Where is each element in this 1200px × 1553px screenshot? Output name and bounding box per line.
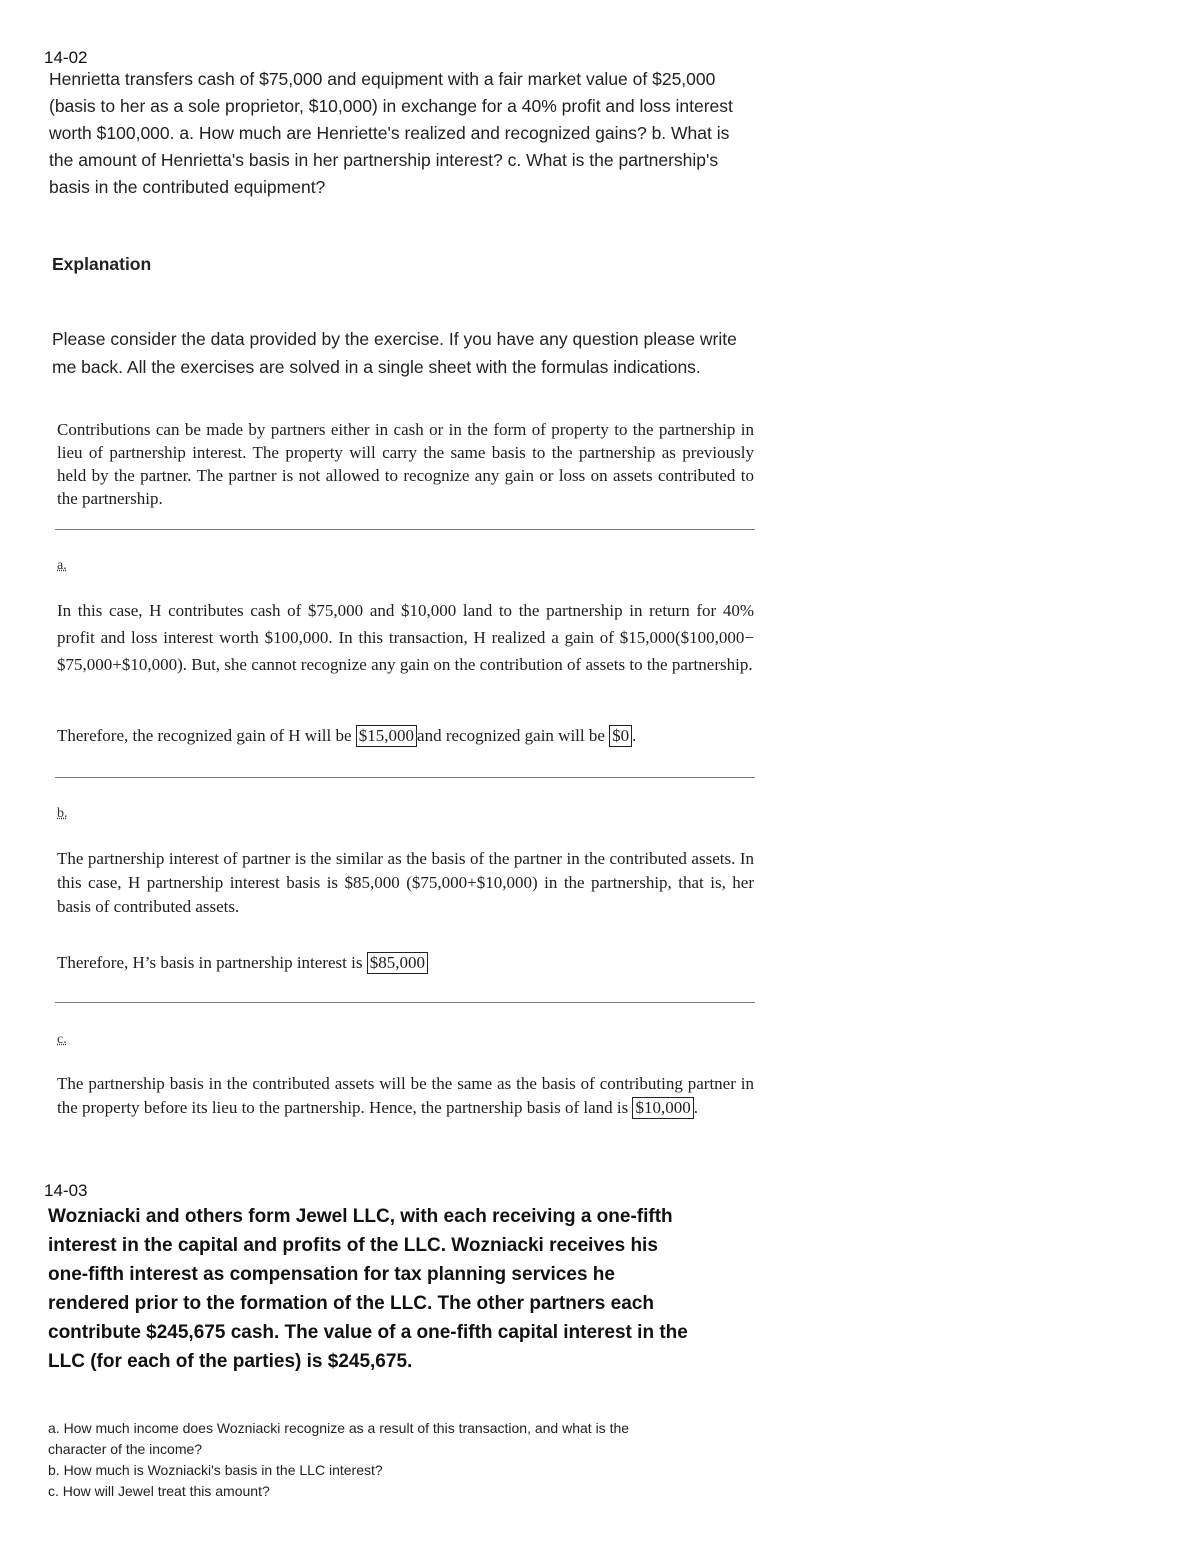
explanation-title: Explanation	[52, 254, 152, 274]
explanation-intro: Contributions can be made by partners either in cash or in the form of property to the partnership in lieu of partnership interest. The property will carry the same basis to the partnership as previously held by the partner. The partner is not allowed to recognize any gain or loss on assets contributed to the partnership.	[57, 420, 754, 508]
part-a-label: a.	[57, 558, 67, 573]
question-item: a. How much income does Wozniacki recognize as a result of this transaction, and what is the character of the income?	[48, 1420, 630, 1457]
question-item: c. How will Jewel treat this amount?	[48, 1483, 270, 1499]
question-item: b. How much is Wozniacki's basis in the LLC interest?	[48, 1462, 383, 1478]
question-number: 14-03	[44, 1181, 88, 1200]
part-a-recognized-gain-answer: $0	[609, 725, 632, 747]
divider	[55, 1002, 755, 1003]
divider	[55, 777, 755, 778]
question-text: Henrietta transfers cash of $75,000 and equipment with a fair market value of $25,000 (basis to her as a sole proprietor, $10,000) in exchange for a 40% profit and loss interest worth $100,000. a. How much are Henriette's realized and recognized gains? b. What is the amount of Henrietta's basis in her partnership interest? c. What is the partnership's basis in the contributed equipment?	[49, 69, 733, 197]
part-b-label: b.	[57, 806, 68, 821]
part-a-body: In this case, H contributes cash of $75,000 and $10,000 land to the partnership in return for 40% profit and loss interest worth $100,000. In this transaction, H realized a gain of $15,000($100,000−$75,000+$10,000). But, she cannot recognize any gain on the contribution of assets to the partnership.	[57, 601, 754, 674]
part-b-conclusion	[57, 951, 428, 975]
part-a-conclusion	[57, 724, 636, 748]
question-text: Wozniacki and others form Jewel LLC, with each receiving a one-fifth interest in the capital and profits of the LLC. Wozniacki receives his one-fifth interest as compensation for tax planning services he rendered prior to the formation of the LLC. The other partners each contribute $245,675 cash. The value of a one-fifth capital interest in the LLC (for each of the parties) is $245,675.	[48, 1206, 688, 1372]
part-b-basis-answer: $85,000	[367, 952, 428, 974]
part-b-conclusion-prefix: Therefore, H’s basis in partnership interest is	[57, 953, 363, 972]
question-list	[48, 1418, 688, 1502]
divider	[55, 529, 755, 530]
part-a-realized-gain-answer: $15,000	[356, 725, 417, 747]
part-b-body: The partnership interest of partner is the similar as the basis of the partner in the contributed assets. In this case, H partnership interest basis is $85,000 ($75,000+$10,000) in the partnership, that is, her basis of contributed assets.	[57, 849, 754, 916]
part-a-conclusion-mid: and recognized gain will be	[417, 726, 605, 745]
part-a-conclusion-prefix: Therefore, the recognized gain of H will be	[57, 726, 352, 745]
explanation-note: Please consider the data provided by the exercise. If you have any question please write me back. All the exercises are solved in a single sheet with the formulas indications.	[52, 329, 737, 377]
question-number: 14-02	[44, 48, 88, 67]
part-a-conclusion-suffix: .	[632, 726, 637, 745]
part-c-body	[57, 1072, 754, 1120]
part-c-basis-answer: $10,000	[632, 1097, 693, 1119]
part-c-body-text: The partnership basis in the contributed assets will be the same as the basis of contributing partner in the property before its lieu to the partnership. Hence, the partnership basis of land is	[57, 1074, 754, 1117]
part-c-label: c.	[57, 1032, 67, 1047]
part-c-suffix: .	[693, 1098, 698, 1117]
